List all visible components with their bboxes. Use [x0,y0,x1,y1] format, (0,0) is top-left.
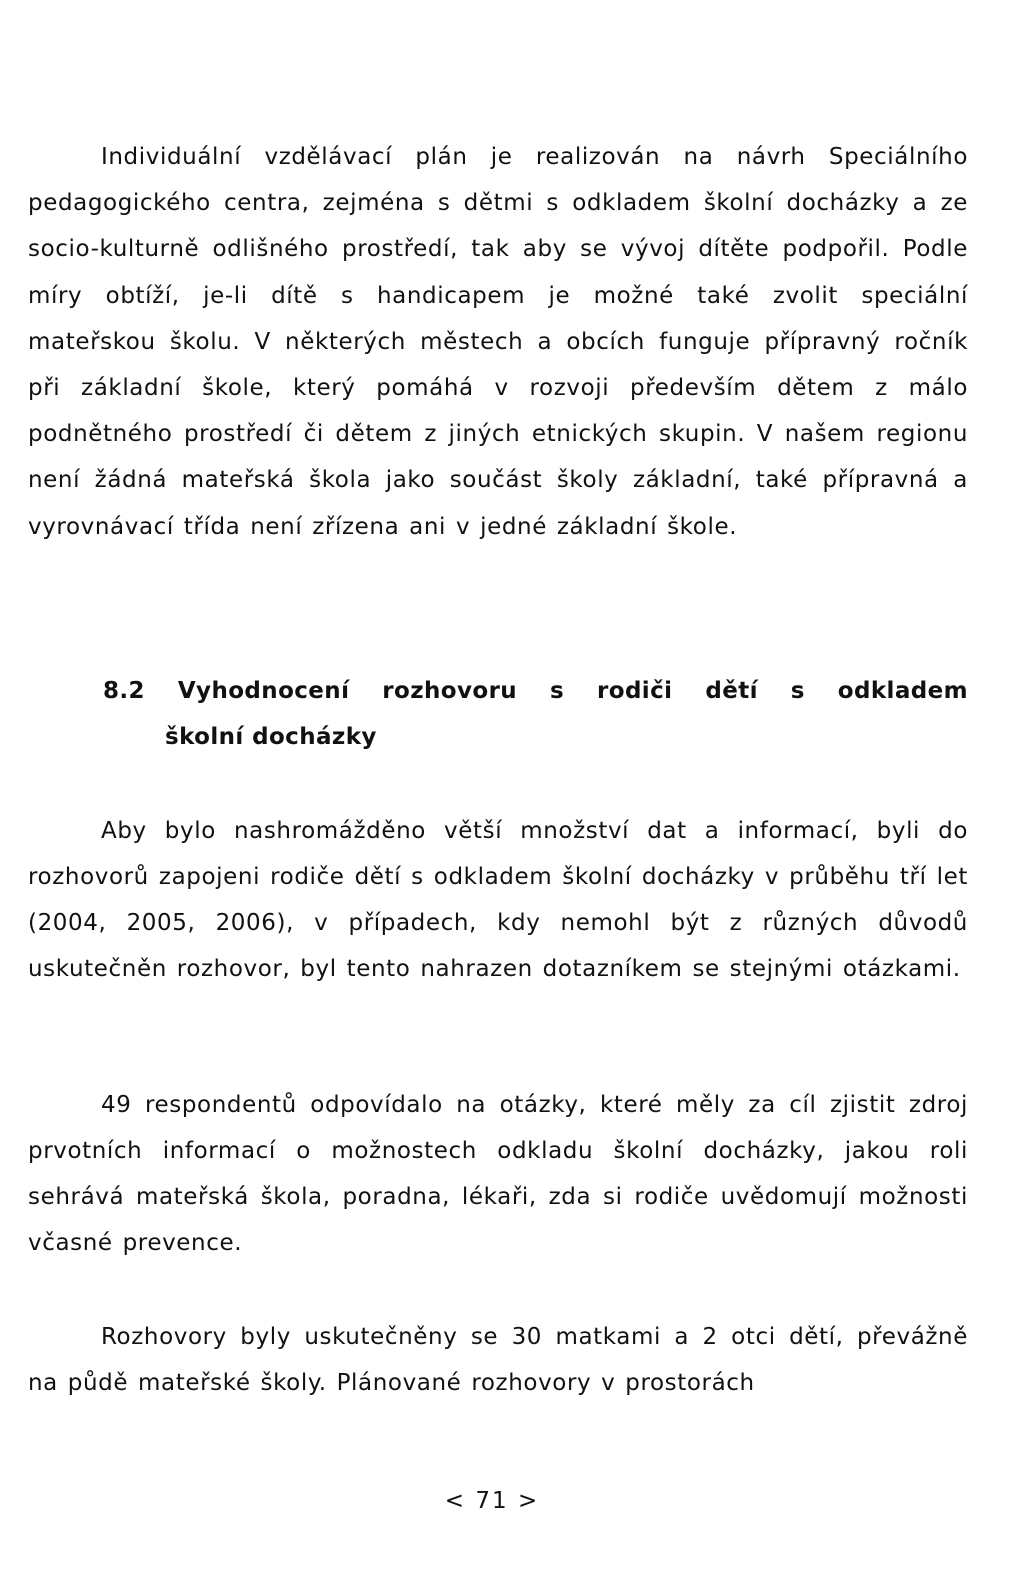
heading-word: s [790,678,805,704]
heading-word: dětí [705,678,758,704]
paragraph-interviews: Rozhovory byly uskutečněny se 30 matkami a 2 otci dětí, převážně na půdě mateřské školy. Plánované rozhovory v prostorách [28,1324,968,1396]
section-heading [103,668,968,760]
section-heading-line1 [103,668,968,714]
heading-word: odkladem [837,678,968,704]
paragraph-individual-plan: Individuální vzdělávací plán je realizován na návrh Speciálního pedagogického centra, zejména s dětmi s odkladem školní docházky a ze socio-kulturně odlišného prostředí, tak aby se vývoj dítěte podpořil. Podle míry obtíží, je-li dítě s handicapem je možné také zvolit speciální mateřskou školu. V některých městech a obcích funguje přípravný ročník při základní škole, který pomáhá v rozvoji především dětem z málo podnětného prostředí či dětem z jiných etnických skupin. V našem regionu není žádná mateřská škola jako součást školy základní, také přípravná a vyrovnávací třída není zřízena ani v jedné základní škole. [28,144,968,540]
paragraph-respondents: 49 respondentů odpovídalo na otázky, které měly za cíl zjistit zdroj prvotních informací o možnostech odkladu školní docházky, jakou roli sehrává mateřská škola, poradna, lékaři, zda si rodiče uvědomují možnosti včasné prevence. [28,1092,968,1256]
section-number: 8.2 [103,678,145,704]
page-number: < 71 > [444,1488,540,1514]
heading-word: rozhovoru [382,678,518,704]
section-heading-line2: školní docházky [165,724,377,750]
heading-word: rodiči [597,678,673,704]
paragraph-data-collection: Aby bylo nashromážděno větší množství dat a informací, byli do rozhovorů zapojeni rodiče dětí s odkladem školní docházky v průběhu tří let (2004, 2005, 2006), v případech, kdy nemohl být z různých důvodů uskutečněn rozhovor, byl tento nahrazen dotazníkem se stejnými otázkami. [28,818,968,982]
heading-word: Vyhodnocení [177,678,350,704]
heading-word: s [550,678,565,704]
